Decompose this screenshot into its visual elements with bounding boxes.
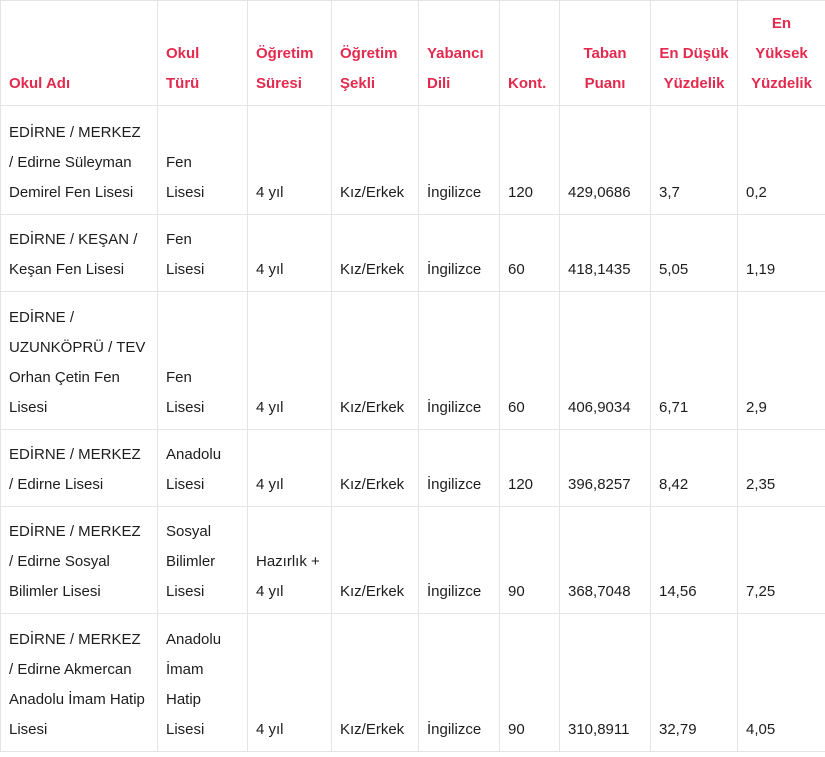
- cell-okul-turu: Fen Lisesi: [158, 106, 248, 215]
- table-row: [1, 106, 825, 215]
- cell-ogretim-suresi: 4 yıl: [248, 215, 332, 292]
- cell-kont: 120: [500, 106, 560, 215]
- cell-ogretim-suresi: Hazırlık + 4 yıl: [248, 507, 332, 614]
- header-en-dusuk-yuzdelik: En Düşük Yüzdelik: [651, 1, 738, 106]
- header-okul-adi: Okul Adı: [1, 1, 158, 106]
- cell-ogretim-suresi: 4 yıl: [248, 106, 332, 215]
- cell-ogretim-sekli: Kız/Erkek: [332, 215, 419, 292]
- cell-taban-puani: 418,1435: [560, 215, 651, 292]
- cell-en-yuksek: 1,19: [738, 215, 825, 292]
- cell-okul-turu: Fen Lisesi: [158, 292, 248, 430]
- cell-en-yuksek: 7,25: [738, 507, 825, 614]
- cell-en-dusuk: 5,05: [651, 215, 738, 292]
- cell-en-yuksek: 4,05: [738, 614, 825, 752]
- header-kont: Kont.: [500, 1, 560, 106]
- header-ogretim-suresi: Öğretim Süresi: [248, 1, 332, 106]
- cell-yabanci-dili: İngilizce: [419, 215, 500, 292]
- cell-en-yuksek: 2,9: [738, 292, 825, 430]
- cell-yabanci-dili: İngilizce: [419, 614, 500, 752]
- cell-yabanci-dili: İngilizce: [419, 430, 500, 507]
- cell-taban-puani: 396,8257: [560, 430, 651, 507]
- cell-en-dusuk: 8,42: [651, 430, 738, 507]
- header-en-yuksek-yuzdelik: En Yüksek Yüzdelik: [738, 1, 825, 106]
- cell-okul-adi: EDİRNE / MERKEZ / Edirne Lisesi: [1, 430, 158, 507]
- cell-yabanci-dili: İngilizce: [419, 292, 500, 430]
- cell-okul-turu: Sosyal Bilimler Lisesi: [158, 507, 248, 614]
- cell-ogretim-sekli: Kız/Erkek: [332, 106, 419, 215]
- cell-en-dusuk: 3,7: [651, 106, 738, 215]
- cell-okul-turu: Fen Lisesi: [158, 215, 248, 292]
- cell-en-dusuk: 32,79: [651, 614, 738, 752]
- cell-en-yuksek: 2,35: [738, 430, 825, 507]
- cell-okul-adi: EDİRNE / KEŞAN / Keşan Fen Lisesi: [1, 215, 158, 292]
- cell-ogretim-sekli: Kız/Erkek: [332, 292, 419, 430]
- table-row: [1, 507, 825, 614]
- cell-yabanci-dili: İngilizce: [419, 507, 500, 614]
- cell-kont: 60: [500, 292, 560, 430]
- cell-en-dusuk: 14,56: [651, 507, 738, 614]
- cell-ogretim-suresi: 4 yıl: [248, 292, 332, 430]
- header-taban-puani: Taban Puanı: [560, 1, 651, 106]
- cell-ogretim-sekli: Kız/Erkek: [332, 614, 419, 752]
- table-row: [1, 614, 825, 752]
- cell-taban-puani: 310,8911: [560, 614, 651, 752]
- table-row: [1, 215, 825, 292]
- header-okul-turu: Okul Türü: [158, 1, 248, 106]
- cell-okul-turu: Anadolu İmam Hatip Lisesi: [158, 614, 248, 752]
- cell-okul-adi: EDİRNE / MERKEZ / Edirne Sosyal Bilimler Lisesi: [1, 507, 158, 614]
- cell-ogretim-sekli: Kız/Erkek: [332, 507, 419, 614]
- cell-taban-puani: 429,0686: [560, 106, 651, 215]
- cell-kont: 120: [500, 430, 560, 507]
- cell-en-yuksek: 0,2: [738, 106, 825, 215]
- cell-en-dusuk: 6,71: [651, 292, 738, 430]
- cell-okul-adi: EDİRNE / MERKEZ / Edirne Akmercan Anadolu İmam Hatip Lisesi: [1, 614, 158, 752]
- header-yabanci-dili: Yabancı Dili: [419, 1, 500, 106]
- header-ogretim-sekli: Öğretim Şekli: [332, 1, 419, 106]
- cell-okul-turu: Anadolu Lisesi: [158, 430, 248, 507]
- cell-yabanci-dili: İngilizce: [419, 106, 500, 215]
- cell-ogretim-suresi: 4 yıl: [248, 430, 332, 507]
- cell-kont: 60: [500, 215, 560, 292]
- table-row: [1, 292, 825, 430]
- cell-kont: 90: [500, 614, 560, 752]
- header-row: [1, 1, 825, 106]
- cell-okul-adi: EDİRNE / MERKEZ / Edirne Süleyman Demirel Fen Lisesi: [1, 106, 158, 215]
- table-row: [1, 430, 825, 507]
- cell-ogretim-suresi: 4 yıl: [248, 614, 332, 752]
- cell-taban-puani: 406,9034: [560, 292, 651, 430]
- cell-ogretim-sekli: Kız/Erkek: [332, 430, 419, 507]
- cell-taban-puani: 368,7048: [560, 507, 651, 614]
- cell-kont: 90: [500, 507, 560, 614]
- cell-okul-adi: EDİRNE / UZUNKÖPRÜ / TEV Orhan Çetin Fen Lisesi: [1, 292, 158, 430]
